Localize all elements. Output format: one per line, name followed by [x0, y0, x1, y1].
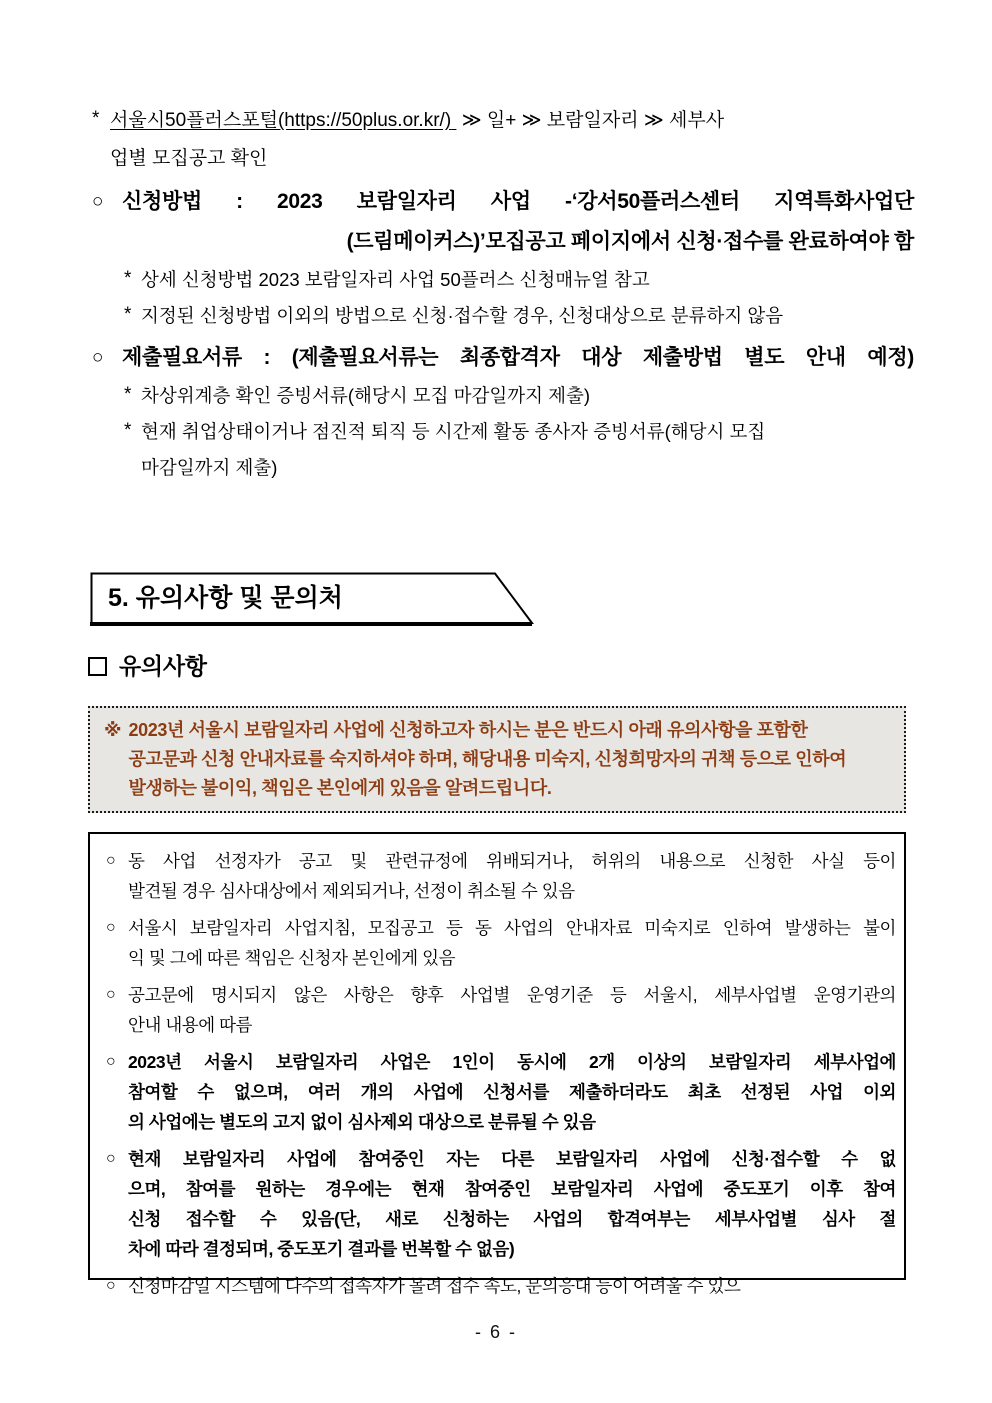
list-item-body: [128, 913, 896, 973]
documents-required-title-text: 제출필요서류 : (제출필요서류는 최종합격자 대상 제출방법 별도 안내 예정): [122, 346, 914, 369]
apply-note-text-2: 지정된 신청방법 이외의 방법으로 신청·접수할 경우, 신청대상으로 분류하지 않음: [141, 305, 784, 326]
portal-note-line: [92, 102, 914, 140]
documents-note-text-2: 현재 취업상태이거나 점진적 퇴직 등 시간제 활동 종사자 증빙서류(해당시 모집: [141, 421, 766, 442]
asterisk-marker: *: [92, 108, 100, 129]
documents-note-item-2-wrap: [92, 450, 914, 486]
list-item-body: [128, 1047, 896, 1137]
list-item-body: [128, 1271, 896, 1301]
notice-line-3: 발생하는 불이익, 책임은 본인에게 있음을 알려드립니다.: [128, 778, 552, 798]
section-banner: [90, 572, 534, 626]
list-item-line: 익 및 그에 따른 책임은 신청자 본인에게 있음: [128, 948, 456, 968]
circle-bullet-marker: ○: [106, 919, 116, 936]
list-item-line: 2023년 서울시 보람일자리 사업은 1인이 동시에 2개 이상의 보람일자리 세부사업에: [128, 1052, 896, 1072]
asterisk-marker: *: [124, 304, 132, 325]
notice-inner: [104, 716, 892, 803]
list-item: [106, 1144, 896, 1264]
circle-bullet-marker: ○: [106, 986, 116, 1003]
portal-note-body: [110, 102, 914, 140]
asterisk-marker: *: [124, 420, 132, 441]
list-item-body: [128, 980, 896, 1040]
notice-line-2: 공고문과 신청 안내자료를 숙지하셔야 하며, 해당내용 미숙지, 신청희망자의 귀책 등으로 인하여: [128, 749, 847, 769]
list-item: [106, 1047, 896, 1137]
subsection-title: 유의사항: [119, 653, 207, 679]
page-number: - 6 -: [474, 1322, 517, 1342]
notice-text-block: [129, 716, 847, 803]
list-item-body: [128, 846, 896, 906]
list-item-line: 현재 보람일자리 사업에 참여중인 자는 다른 보람일자리 사업에 신청·접수할 수 없: [128, 1149, 896, 1169]
documents-required-item: [92, 338, 914, 378]
list-item-line: 동 사업 선정자가 공고 및 관련규정에 위배되거나, 허위의 내용으로 신청한 사실 등이: [128, 851, 896, 871]
list-item-line: 안내 내용에 따름: [128, 1015, 253, 1035]
subsection-heading: [88, 652, 207, 680]
notice-line-1: 2023년 서울시 보람일자리 사업에 신청하고자 하시는 분은 반드시 아래 유의사항을 포함한: [128, 720, 808, 740]
circle-bullet-marker: ○: [106, 1277, 116, 1294]
asterisk-marker: *: [124, 268, 132, 289]
portal-note-wrap-line: [92, 140, 914, 178]
list-item-line: 공고문에 명시되지 않은 사항은 향후 사업별 운영기준 등 서울시, 세부사업별 운영기관의: [128, 985, 896, 1005]
circle-bullet-marker: ○: [106, 852, 116, 869]
notice-box: [88, 706, 906, 813]
list-item: [106, 846, 896, 906]
intro-block: [92, 102, 914, 486]
documents-note-text-1: 차상위계층 확인 증빙서류(해당시 모집 마감일까지 제출): [141, 385, 591, 406]
list-item-line: 차에 따라 결정되며, 중도포기 결과를 번복할 수 없음): [128, 1239, 515, 1259]
apply-method-body: [122, 182, 914, 262]
apply-note-item-1: [92, 262, 914, 298]
apply-method-item: [92, 182, 914, 262]
list-item-line: 신청 접수할 수 있음(단, 새로 신청하는 사업의 합격여부는 세부사업별 심사 절: [128, 1209, 896, 1229]
list-item: [106, 980, 896, 1040]
apply-method-line-1: 신청방법 : 2023 보람일자리 사업 -‘강서50플러스센터 지역특화사업단: [122, 190, 914, 213]
list-item: [106, 913, 896, 973]
list-item-line: 참여할 수 없으며, 여러 개의 사업에 신청서를 제출하더라도 최초 선정된 사업 이외: [128, 1082, 896, 1102]
list-item-line: 발견될 경우 심사대상에서 제외되거나, 선정이 취소될 수 있음: [128, 881, 575, 901]
list-item-line: 신청마감일 시스템에 다수의 접속자가 몰려 접수 속도, 문의응대 등이 어려울 수 있으: [128, 1276, 741, 1296]
circle-bullet-marker: ○: [106, 1150, 116, 1167]
list-item-line: 으며, 참여를 원하는 경우에는 현재 참여중인 보람일자리 사업에 중도포기 이후 참여: [128, 1179, 896, 1199]
reference-mark-icon: ※: [104, 720, 122, 740]
square-checkbox-icon: [88, 657, 107, 676]
portal-link-text[interactable]: 서울시50플러스포털(https://50plus.or.kr/): [110, 110, 452, 131]
list-item-line: 서울시 보람일자리 사업지침, 모집공고 등 동 사업의 안내자료 미숙지로 인하여 발생하는 불이: [128, 918, 896, 938]
list-item-body: [128, 1144, 896, 1264]
section-title: 5. 유의사항 및 문의처: [108, 584, 343, 612]
circle-bullet-marker: ○: [92, 347, 104, 368]
list-item-line: 의 사업에는 별도의 고지 없이 심사제외 대상으로 분류될 수 있음: [128, 1112, 596, 1132]
apply-note-text-1: 상세 신청방법 2023 보람일자리 사업 50플러스 신청매뉴얼 참고: [141, 269, 650, 290]
list-item: [106, 1271, 896, 1301]
apply-method-line-2: (드림메이커스)’모집공고 페이지에서 신청·접수를 완료하여야 함: [346, 230, 914, 253]
documents-note-item-2: [92, 414, 914, 450]
portal-note-wrap-text: 업별 모집공고 확인: [110, 148, 268, 169]
circle-bullet-marker: ○: [92, 191, 104, 212]
portal-note-breadcrumb: ≫ 일+ ≫ 보람일자리 ≫ 세부사: [456, 110, 725, 131]
documents-note-text-2-wrap: 마감일까지 제출): [141, 457, 278, 478]
apply-note-item-2: [92, 298, 914, 334]
documents-required-title: [122, 338, 914, 378]
cautions-list-box: [88, 832, 906, 1296]
circle-bullet-marker: ○: [106, 1053, 116, 1070]
asterisk-marker: *: [124, 384, 132, 405]
documents-note-item-1: [92, 378, 914, 414]
